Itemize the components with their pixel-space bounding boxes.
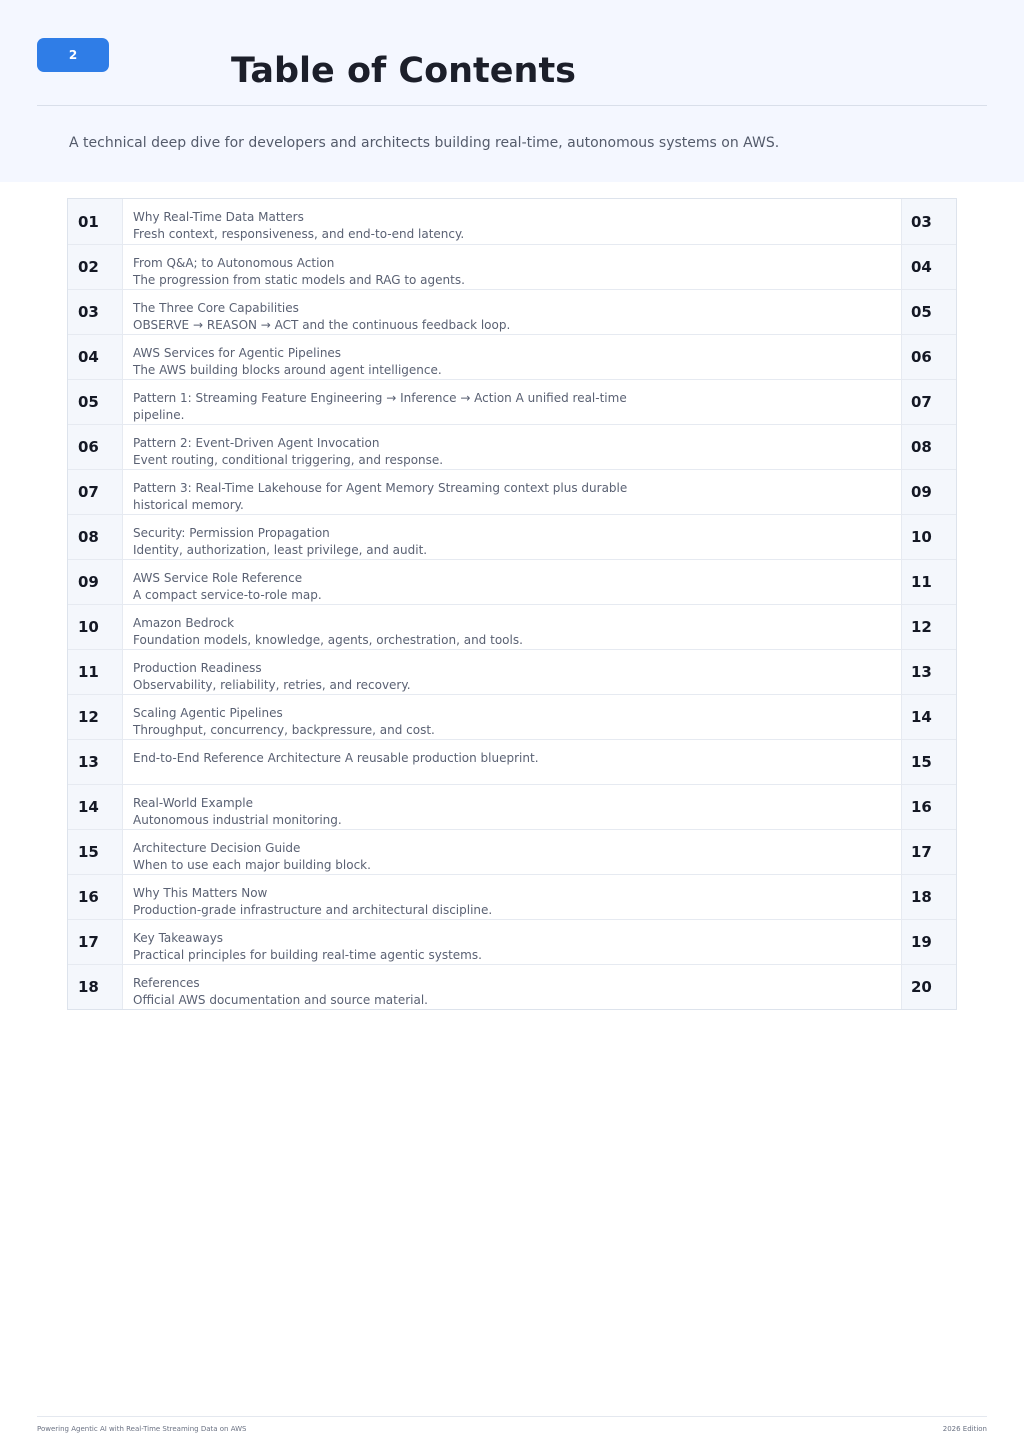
toc-entry-heading: Key Takeaways bbox=[133, 931, 224, 945]
toc-entry-description: Observability, reliability, retries, and recovery. bbox=[133, 677, 411, 692]
toc-entry-text bbox=[123, 425, 901, 469]
footer-edition: 2026 Edition bbox=[942, 1425, 987, 1433]
header-divider bbox=[37, 105, 987, 106]
toc-section-number: 05 bbox=[68, 380, 123, 424]
toc-entry-text bbox=[123, 335, 901, 379]
toc-entry-description: The AWS building blocks around agent intelligence. bbox=[133, 362, 442, 377]
toc-entry-text bbox=[123, 650, 901, 694]
toc-section-number: 09 bbox=[68, 560, 123, 604]
toc-entry-text bbox=[123, 695, 901, 739]
toc-page-number: 12 bbox=[901, 605, 956, 649]
toc-section-number: 16 bbox=[68, 875, 123, 919]
toc-section-number: 11 bbox=[68, 650, 123, 694]
toc-page-number: 16 bbox=[901, 785, 956, 829]
toc-entry-heading: References bbox=[133, 976, 200, 990]
toc-entry-text bbox=[123, 830, 901, 874]
toc-page-number: 03 bbox=[901, 199, 956, 244]
footer-document-title: Powering Agentic AI with Real-Time Streaming Data on AWS bbox=[37, 1425, 247, 1433]
toc-page-number: 19 bbox=[901, 920, 956, 964]
toc-entry-description: Production-grade infrastructure and architectural discipline. bbox=[133, 902, 493, 917]
toc-entry-text bbox=[123, 380, 901, 424]
toc-row[interactable] bbox=[68, 784, 956, 829]
toc-entry-heading: Why Real-Time Data Matters bbox=[133, 210, 304, 224]
toc-page-number: 04 bbox=[901, 245, 956, 289]
toc-section-number: 02 bbox=[68, 245, 123, 289]
toc-entry-heading: Production Readiness bbox=[133, 661, 262, 675]
toc-page-number: 10 bbox=[901, 515, 956, 559]
toc-entry-heading: Amazon Bedrock bbox=[133, 616, 235, 630]
toc-entry-text bbox=[123, 740, 901, 784]
toc-row[interactable] bbox=[68, 379, 956, 424]
toc-row[interactable] bbox=[68, 604, 956, 649]
toc-page-number: 09 bbox=[901, 470, 956, 514]
toc-entry-description: Identity, authorization, least privilege, and audit. bbox=[133, 542, 428, 557]
toc-entry-description: Fresh context, responsiveness, and end-to-end latency. bbox=[133, 226, 465, 241]
toc-row[interactable] bbox=[68, 919, 956, 964]
toc-entry-heading: AWS Service Role Reference bbox=[133, 571, 303, 585]
toc-entry-heading: End-to-End Reference Architecture A reusable production blueprint. bbox=[133, 751, 539, 765]
toc-entry-heading: Pattern 3: Real-Time Lakehouse for Agent Memory Streaming context plus durable historical memory. bbox=[133, 481, 628, 512]
toc-page-number: 18 bbox=[901, 875, 956, 919]
toc-section-number: 15 bbox=[68, 830, 123, 874]
toc-row[interactable] bbox=[68, 964, 956, 1009]
toc-page-number: 14 bbox=[901, 695, 956, 739]
toc-entry-text bbox=[123, 515, 901, 559]
toc-entry-heading: Real-World Example bbox=[133, 796, 253, 810]
toc-entry-heading: Pattern 1: Streaming Feature Engineering → Inference → Action A unified real-time pipeline. bbox=[133, 391, 627, 422]
toc-row[interactable] bbox=[68, 334, 956, 379]
toc-section-number: 18 bbox=[68, 965, 123, 1009]
toc-row[interactable] bbox=[68, 559, 956, 604]
toc-section-number: 04 bbox=[68, 335, 123, 379]
toc-entry-text bbox=[123, 560, 901, 604]
toc-entry-text bbox=[123, 605, 901, 649]
toc-section-number: 12 bbox=[68, 695, 123, 739]
footer-divider bbox=[37, 1416, 987, 1417]
toc-entry-text bbox=[123, 920, 901, 964]
toc-entry-heading: AWS Services for Agentic Pipelines bbox=[133, 346, 342, 360]
toc-entry-text bbox=[123, 875, 901, 919]
toc-page-number: 15 bbox=[901, 740, 956, 784]
toc-table bbox=[67, 198, 957, 1010]
page-subtitle: A technical deep dive for developers and architects building real-time, autonomous systems on AWS. bbox=[69, 135, 780, 151]
toc-entry-heading: The Three Core Capabilities bbox=[133, 301, 299, 315]
toc-entry-text bbox=[123, 470, 901, 514]
toc-entry-text bbox=[123, 199, 901, 244]
toc-entry-description: Foundation models, knowledge, agents, orchestration, and tools. bbox=[133, 632, 523, 647]
toc-entry-heading: Why This Matters Now bbox=[133, 886, 268, 900]
toc-entry-heading: Scaling Agentic Pipelines bbox=[133, 706, 283, 720]
toc-page-number: 13 bbox=[901, 650, 956, 694]
toc-entry-description: Autonomous industrial monitoring. bbox=[133, 812, 342, 827]
toc-page-number: 11 bbox=[901, 560, 956, 604]
toc-row[interactable] bbox=[68, 739, 956, 784]
toc-row[interactable] bbox=[68, 874, 956, 919]
toc-entry-heading: Security: Permission Propagation bbox=[133, 526, 330, 540]
toc-entry-heading: From Q&A; to Autonomous Action bbox=[133, 256, 335, 270]
toc-section-number: 13 bbox=[68, 740, 123, 784]
toc-entry-heading: Pattern 2: Event-Driven Agent Invocation bbox=[133, 436, 380, 450]
page-title: Table of Contents bbox=[231, 51, 577, 91]
toc-section-number: 07 bbox=[68, 470, 123, 514]
toc-section-number: 10 bbox=[68, 605, 123, 649]
toc-entry-description: When to use each major building block. bbox=[133, 857, 371, 872]
toc-entry-text bbox=[123, 245, 901, 289]
toc-row[interactable] bbox=[68, 514, 956, 559]
toc-row[interactable] bbox=[68, 244, 956, 289]
toc-section-number: 01 bbox=[68, 199, 123, 244]
toc-entry-description: OBSERVE → REASON → ACT and the continuous feedback loop. bbox=[133, 317, 511, 332]
toc-entry-text bbox=[123, 785, 901, 829]
toc-row[interactable] bbox=[68, 829, 956, 874]
toc-entry-heading: Architecture Decision Guide bbox=[133, 841, 301, 855]
toc-entry-description: Practical principles for building real-time agentic systems. bbox=[133, 947, 482, 962]
toc-entry-description: Official AWS documentation and source material. bbox=[133, 992, 428, 1007]
toc-page-number: 06 bbox=[901, 335, 956, 379]
toc-entry-text bbox=[123, 290, 901, 334]
toc-page-number: 05 bbox=[901, 290, 956, 334]
toc-row[interactable] bbox=[68, 469, 956, 514]
toc-entry-description: The progression from static models and RAG to agents. bbox=[133, 272, 465, 287]
toc-page-number: 07 bbox=[901, 380, 956, 424]
toc-entry-description: Event routing, conditional triggering, and response. bbox=[133, 452, 444, 467]
toc-section-number: 08 bbox=[68, 515, 123, 559]
toc-page-number: 17 bbox=[901, 830, 956, 874]
toc-entry-text bbox=[123, 965, 901, 1009]
toc-entry-description: A compact service-to-role map. bbox=[133, 587, 322, 602]
toc-section-number: 03 bbox=[68, 290, 123, 334]
toc-section-number: 17 bbox=[68, 920, 123, 964]
page-number-badge: 2 bbox=[37, 38, 109, 72]
toc-row[interactable] bbox=[68, 424, 956, 469]
toc-section-number: 06 bbox=[68, 425, 123, 469]
toc-row[interactable] bbox=[68, 649, 956, 694]
toc-row[interactable] bbox=[68, 694, 956, 739]
toc-page-number: 20 bbox=[901, 965, 956, 1009]
toc-entry-description: Throughput, concurrency, backpressure, and cost. bbox=[133, 722, 435, 737]
toc-row[interactable] bbox=[68, 199, 956, 244]
toc-row[interactable] bbox=[68, 289, 956, 334]
toc-section-number: 14 bbox=[68, 785, 123, 829]
toc-page-number: 08 bbox=[901, 425, 956, 469]
